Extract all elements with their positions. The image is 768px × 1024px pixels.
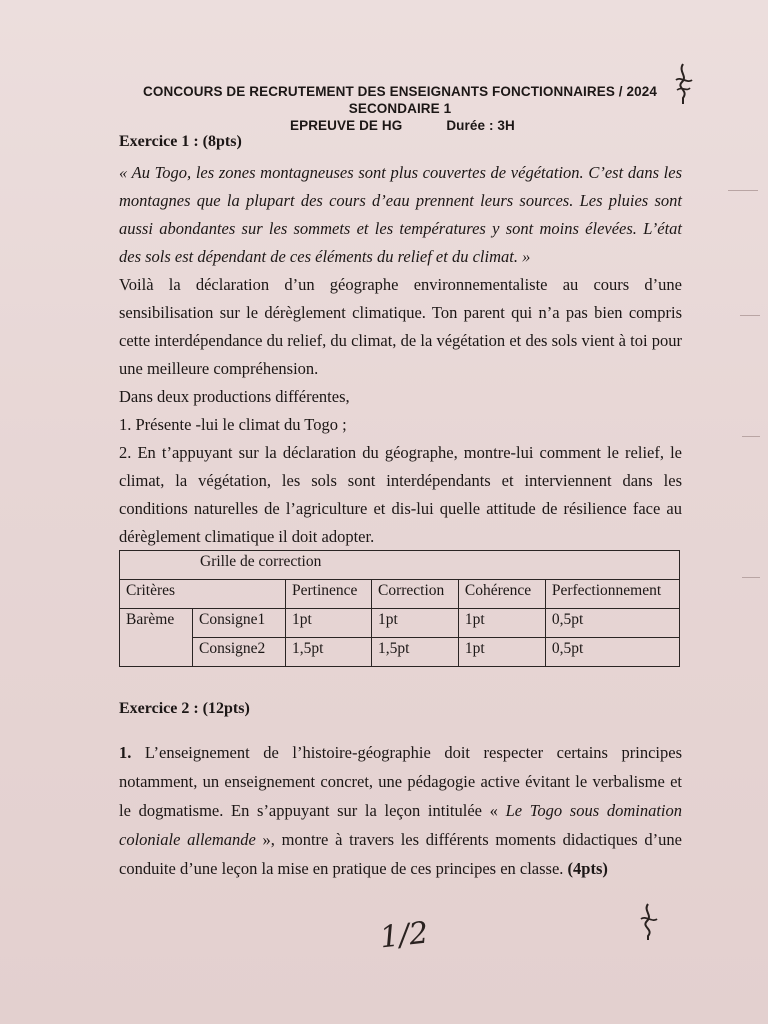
grid-criteria-label: Critères [120,580,286,609]
exam-duration: Durée : 3H [446,118,515,133]
exercise1-context: Voilà la déclaration d’un géographe environnementaliste au cours d’une sensibilisation sur le dérèglement climatique. Ton parent qui n’a pas bien compris cette interdépendance du relief, du climat, de la végétation et des sols vient à toi pour une meilleure compréhension. [119,275,682,378]
grid-bareme-label: Barème [120,609,193,667]
margin-mark [742,577,760,578]
exam-level: SECONDAIRE 1 [348,101,452,116]
exercise1-quote: « Au Togo, les zones montagneuses sont plus couvertes de végétation. C’est dans les montagnes que la plupart des cours d’eau prennent leurs sources. Les pluies sont aussi abondantes sur les sommets et les températures y sont moins élevées. L’état des sols est dépendant de ces éléments du relief et du climat. » [119,163,682,266]
page-number: 1/2 [378,915,430,956]
exercise1-body [119,159,682,551]
question-points: (4pts) [567,859,608,878]
exam-title: CONCOURS DE RECRUTEMENT DES ENSEIGNANTS FONCTIONNAIRES / 2024 [143,84,657,99]
exercise1-title: Exercice 1 : (8pts) [119,133,242,150]
margin-mark [728,190,758,191]
exercise2-question1 [119,738,682,883]
grid-cell: 0,5pt [545,638,679,667]
margin-mark [740,315,760,316]
grid-row-label: Consigne2 [193,638,286,667]
exam-subject: EPREUVE DE HG [290,118,403,133]
grid-header-cell: Correction [371,580,458,609]
exercise1-instruction: Dans deux productions différentes, [119,387,350,406]
grid-header-cell: Pertinence [286,580,372,609]
grid-cell: 1pt [371,609,458,638]
grid-cell: 1pt [458,609,545,638]
grid-row [120,609,680,638]
grid-header-cell: Perfectionnement [545,580,679,609]
signature-mark-bottom [636,902,660,942]
grid-row [120,638,680,667]
exercise2-title: Exercice 2 : (12pts) [119,700,250,717]
exercise1-task1: 1. Présente -lui le climat du Togo ; [119,415,347,434]
grid-cell: 0,5pt [545,609,679,638]
grid-cell: 1pt [286,609,372,638]
grid-title-row [120,551,680,580]
grid-header-cell: Cohérence [458,580,545,609]
margin-mark [742,436,760,437]
grid-cell: 1,5pt [371,638,458,667]
exercise2-body [119,738,682,883]
exam-subject-line [290,118,590,133]
correction-grid [119,550,680,667]
exercise1-task2: 2. En t’appuyant sur la déclaration du géographe, montre-lui comment le relief, le climat, la végétation, les sols sont interdépendants et interviennent dans les conditions naturelles de l’agriculture et dis-lui quelle attitude de résilience face au dérèglement climatique il doit adopter. [119,443,682,546]
signature-mark-top [670,62,696,106]
grid-title: Grille de correction [120,551,680,580]
grid-cell: 1,5pt [286,638,372,667]
question-text-end: », montre à travers les différents moments didactiques d’une conduite d’une leçon la mise en pratique de ces principes en classe. [119,830,682,878]
grid-row-label: Consigne1 [193,609,286,638]
grid-header-row [120,580,680,609]
question-number: 1. [119,743,132,762]
grid-cell: 1pt [458,638,545,667]
question-text: L’enseignement de l’histoire-géographie doit respecter certains principes notamment, un enseignement concret, une pédagogie active évitant le verbalisme et le dogmatisme. En s’appuyant sur la leçon intitulée « [119,743,682,820]
lesson-title: Le Togo sous domination coloniale allemande [119,801,682,849]
